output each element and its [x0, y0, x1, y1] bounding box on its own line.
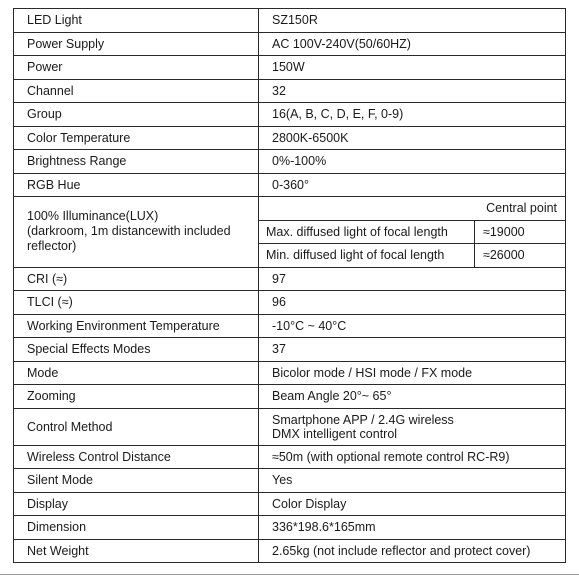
table-row	[14, 32, 566, 56]
control-method-row	[14, 408, 566, 445]
spec-value: 2800K-6500K	[259, 126, 566, 150]
table-row	[14, 267, 566, 291]
spec-label: Zooming	[14, 385, 259, 409]
spec-label: Color Temperature	[14, 126, 259, 150]
max-diffused-label: Max. diffused light of focal length	[259, 220, 475, 244]
spec-label: RGB Hue	[14, 173, 259, 197]
spec-value: -10°C ~ 40°C	[259, 314, 566, 338]
table-row	[14, 126, 566, 150]
table-row	[14, 79, 566, 103]
spec-value: 32	[259, 79, 566, 103]
spec-value: 0-360°	[259, 173, 566, 197]
spec-value: Yes	[259, 469, 566, 493]
spec-label: Mode	[14, 361, 259, 385]
spec-value: Color Display	[259, 492, 566, 516]
spec-label: LED Light	[14, 9, 259, 33]
table-row	[14, 314, 566, 338]
spec-value: 16(A, B, C, D, E, F, 0-9)	[259, 103, 566, 127]
min-diffused-value: ≈26000	[475, 244, 566, 268]
table-row	[14, 516, 566, 540]
spec-value: 97	[259, 267, 566, 291]
table-row	[14, 539, 566, 563]
spec-value: Beam Angle 20°~ 65°	[259, 385, 566, 409]
table-row	[14, 103, 566, 127]
spec-value: 37	[259, 338, 566, 362]
control-value-line2: DMX intelligent control	[272, 426, 398, 441]
spec-label: TLCI (≈)	[14, 291, 259, 315]
spec-label: Silent Mode	[14, 469, 259, 493]
spec-value: 96	[259, 291, 566, 315]
table-row	[14, 150, 566, 174]
table-row	[14, 9, 566, 33]
spec-label: Special Effects Modes	[14, 338, 259, 362]
spec-value: Bicolor mode / HSI mode / FX mode	[259, 361, 566, 385]
illuminance-label-text: 100% Illuminance(LUX) (darkroom, 1m distancewith included reflector)	[27, 209, 231, 254]
spec-value: AC 100V-240V(50/60HZ)	[259, 32, 566, 56]
table-row	[14, 56, 566, 80]
spec-value: 2.65kg (not include reflector and protect cover)	[259, 539, 566, 563]
central-point-header: Central point	[259, 197, 566, 221]
spec-value: SZ150R	[259, 9, 566, 33]
spec-value: 336*198.6*165mm	[259, 516, 566, 540]
table-row	[14, 469, 566, 493]
table-row	[14, 385, 566, 409]
bottom-divider	[0, 574, 579, 575]
spec-value: 150W	[259, 56, 566, 80]
table-row	[14, 338, 566, 362]
max-diffused-value: ≈19000	[475, 220, 566, 244]
table-row	[14, 173, 566, 197]
spec-value: 0%-100%	[259, 150, 566, 174]
table-row	[14, 445, 566, 469]
spec-label: Wireless Control Distance	[14, 445, 259, 469]
spec-label: Control Method	[14, 408, 259, 445]
spec-label: Group	[14, 103, 259, 127]
spec-label: Dimension	[14, 516, 259, 540]
table-row	[14, 492, 566, 516]
illuminance-label	[14, 197, 259, 268]
spec-label: Display	[14, 492, 259, 516]
spec-label: Brightness Range	[14, 150, 259, 174]
table-row	[14, 291, 566, 315]
spec-label: Net Weight	[14, 539, 259, 563]
spec-label: Working Environment Temperature	[14, 314, 259, 338]
spec-value: ≈50m (with optional remote control RC-R9)	[259, 445, 566, 469]
spec-label: Channel	[14, 79, 259, 103]
spec-table	[13, 8, 566, 563]
spec-label: Power Supply	[14, 32, 259, 56]
min-diffused-label: Min. diffused light of focal length	[259, 244, 475, 268]
illuminance-row	[14, 197, 566, 221]
spec-label: CRI (≈)	[14, 267, 259, 291]
table-row	[14, 361, 566, 385]
spec-label: Power	[14, 56, 259, 80]
spec-value	[259, 408, 566, 445]
control-value-line1: Smartphone APP / 2.4G wireless	[272, 412, 454, 427]
